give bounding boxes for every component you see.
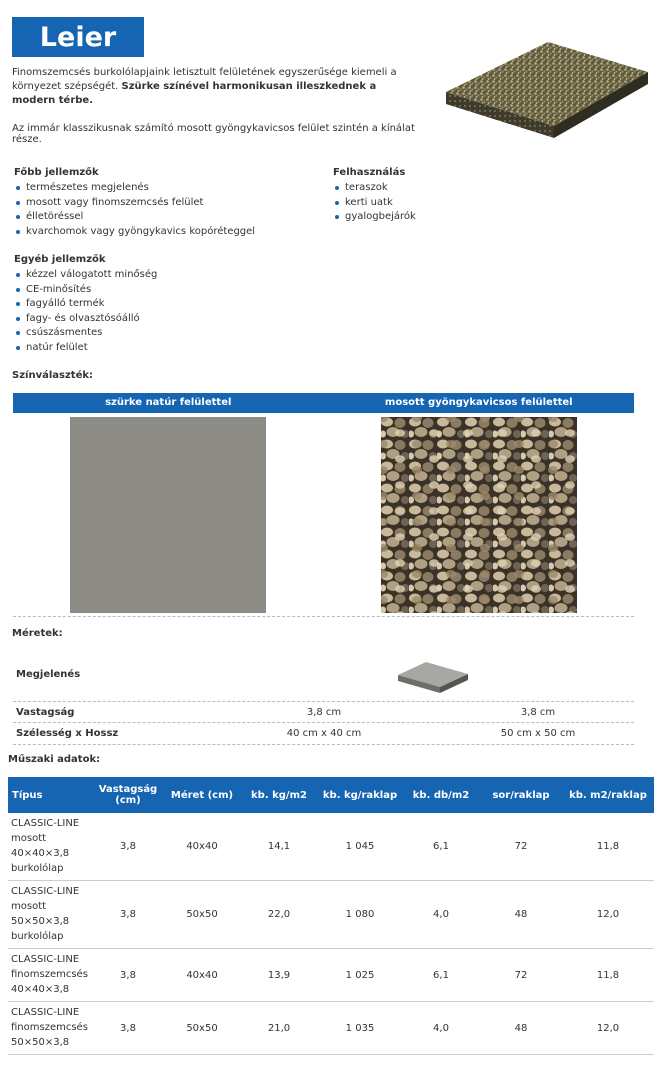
table-cell: 6,1 [402,813,480,881]
color-option-grey-label: szürke natúr felülettel [105,397,232,408]
dimension-value-2: 50 cm x 50 cm [500,728,576,739]
thickness-value-1: 3,8 cm [306,707,342,718]
appearance-label: Megjelenés [16,669,81,680]
tech-table [8,777,654,1055]
table-cell: 13,9 [240,949,318,1002]
table-row [8,949,654,1002]
intro-paragraph [12,66,422,108]
column-header: Vastagság (cm) [92,777,164,813]
list-item: kézzel válogatott minőség [14,268,314,283]
bullet-icon [335,215,339,219]
bullet-icon [16,317,20,321]
table-cell: CLASSIC-LINE mosott 50×50×3,8 burkolólap [8,881,92,949]
table-cell: 40x40 [164,949,240,1002]
table-cell: 14,1 [240,813,318,881]
dimension-value-1: 40 cm x 40 cm [286,728,362,739]
bullet-icon [335,186,339,190]
table-cell: 21,0 [240,1002,318,1055]
list-item: mosott vagy finomszemcsés felület [14,196,314,211]
list-item: gyalogbejárók [333,210,533,225]
tile-thumbnail-image [396,658,470,694]
table-cell: 1 025 [318,949,402,1002]
table-cell: 50x50 [164,881,240,949]
table-row [8,881,654,949]
bullet-icon [16,215,20,219]
table-cell: 3,8 [92,1002,164,1055]
list-item: fagyálló termék [14,297,314,312]
list-item: fagy- és olvasztósóálló [14,312,314,327]
bullet-icon [16,288,20,292]
table-cell: 1 080 [318,881,402,949]
column-header: kb. db/m2 [402,777,480,813]
table-cell: 11,8 [562,813,654,881]
bullet-icon [16,230,20,234]
table-row [8,813,654,881]
column-header: Méret (cm) [164,777,240,813]
logo-text: Leier [39,21,117,53]
dimension-label: Szélesség x Hossz [16,728,119,739]
table-cell: 4,0 [402,881,480,949]
leier-logo [12,17,144,57]
list-item: natúr felület [14,341,314,356]
list-item: csúszásmentes [14,326,314,341]
main-features-heading: Főbb jellemzők [14,167,99,178]
list-item: természetes megjelenés [14,181,314,196]
list-item: CE-minősítés [14,283,314,298]
table-cell: 3,8 [92,881,164,949]
list-item: kvarchomok vagy gyöngykavics kopóréteggel [14,225,314,240]
table-header-row [8,777,654,813]
bullet-icon [16,186,20,190]
table-cell: 22,0 [240,881,318,949]
color-options-header [13,393,634,413]
pebble-swatch-image [381,417,577,613]
bullet-icon [16,273,20,277]
other-features-heading: Egyéb jellemzők [14,254,106,265]
list-item: kerti uatk [333,196,533,211]
table-cell: 72 [480,813,562,881]
column-header: kb. kg/raklap [318,777,402,813]
table-cell: 40x40 [164,813,240,881]
table-cell: 1 035 [318,1002,402,1055]
column-header: Típus [8,777,92,813]
bullet-icon [16,302,20,306]
list-item: élletöréssel [14,210,314,225]
bullet-icon [16,201,20,205]
divider [13,722,634,723]
table-cell: 6,1 [402,949,480,1002]
sizes-heading: Méretek: [12,628,63,639]
column-header: kb. m2/raklap [562,777,654,813]
intro-bold-text: Szürke színével harmonikusan illeszkednek a modern térbe. [12,81,377,106]
intro-text: Finomszemcsés burkolólapjaink letisztult felületének egyszerűsége kiemeli a környezet szépségét. [12,67,397,92]
color-option-pebble-label: mosott gyöngykavicsos felülettel [384,397,573,408]
table-cell: 1 045 [318,813,402,881]
grey-swatch-image [70,417,266,613]
table-cell: CLASSIC-LINE finomszemcsés 40×40×3,8 [8,949,92,1002]
bullet-icon [16,346,20,350]
divider [13,701,634,702]
product-slab-image [438,14,654,144]
list-item: teraszok [333,181,533,196]
table-cell: 11,8 [562,949,654,1002]
table-cell: 12,0 [562,881,654,949]
intro-paragraph-2: Az immár klasszikusnak számító mosott gyöngykavicsos felület szintén a kínálat része. [12,123,415,145]
other-features [14,254,314,356]
table-cell: CLASSIC-LINE mosott 40×40×3,8 burkolólap [8,813,92,881]
bullet-icon [335,201,339,205]
table-cell: 4,0 [402,1002,480,1055]
table-cell: 48 [480,1002,562,1055]
table-cell: 3,8 [92,949,164,1002]
tech-heading: Műszaki adatok: [8,754,101,765]
thickness-value-2: 3,8 cm [520,707,556,718]
bullet-icon [16,331,20,335]
table-row [8,1002,654,1055]
usage-heading: Felhasználás [333,167,406,178]
thickness-label: Vastagság [16,707,75,718]
table-cell: CLASSIC-LINE finomszemcsés 50×50×3,8 [8,1002,92,1055]
table-cell: 12,0 [562,1002,654,1055]
table-cell: 48 [480,881,562,949]
colors-heading: Színválaszték: [12,370,93,381]
usage [333,167,533,225]
divider [13,744,634,745]
table-cell: 50x50 [164,1002,240,1055]
column-header: sor/raklap [480,777,562,813]
divider [13,616,634,617]
table-cell: 72 [480,949,562,1002]
main-features [14,167,314,239]
table-cell: 3,8 [92,813,164,881]
column-header: kb. kg/m2 [240,777,318,813]
